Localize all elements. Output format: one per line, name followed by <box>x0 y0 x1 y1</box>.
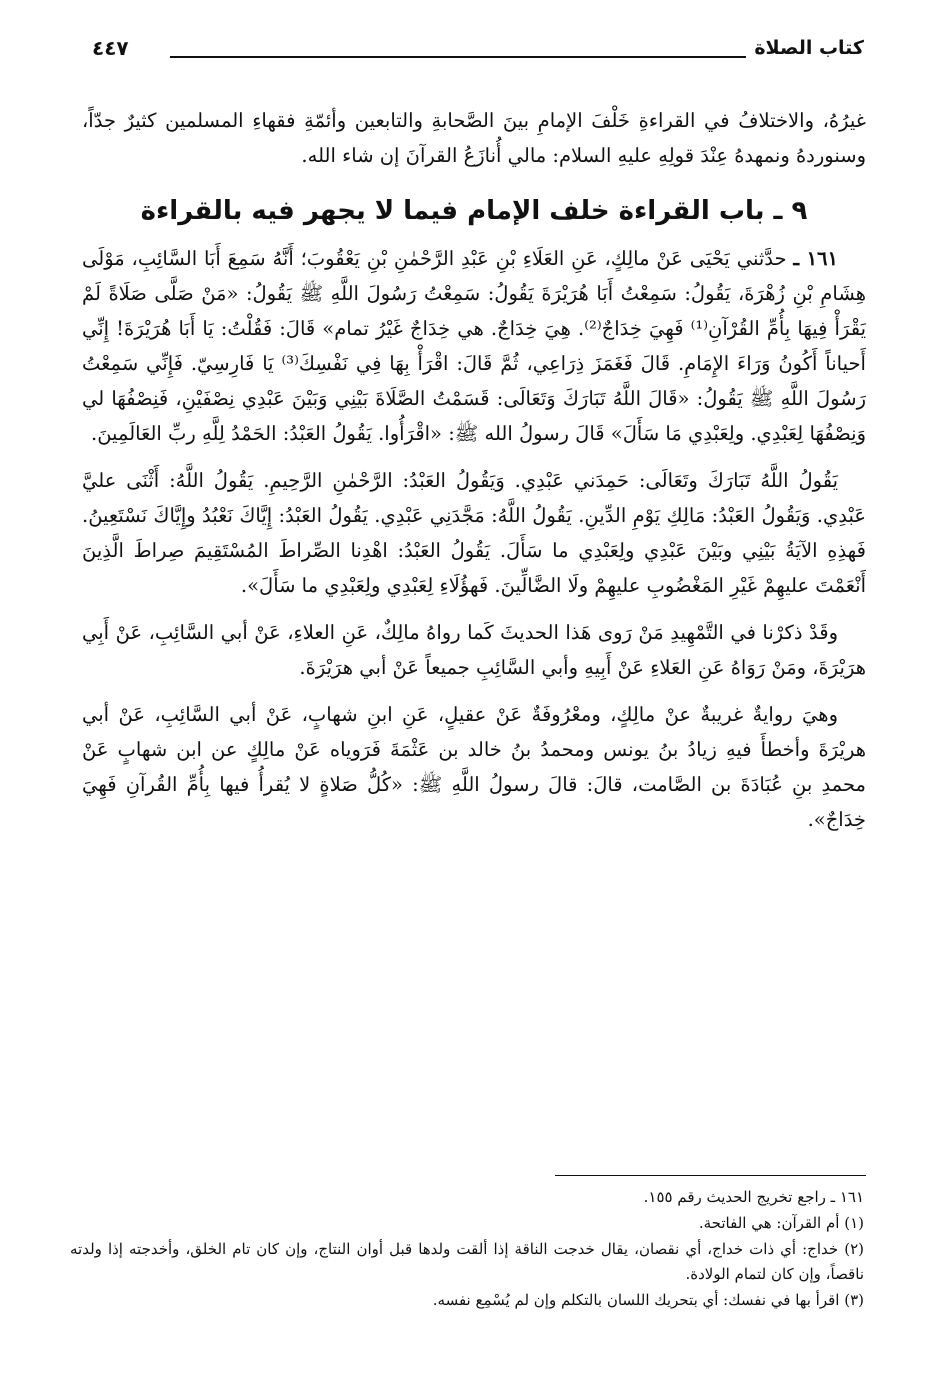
footnote: ١٦١ ـ راجع تخريج الحديث رقم ١٥٥. <box>643 1188 864 1206</box>
hadith-paragraph <box>82 241 866 451</box>
footnotes <box>70 1185 864 1314</box>
book-title: كتاب الصلاة <box>754 37 864 59</box>
running-header <box>92 34 864 64</box>
chapter-heading: ٩ ـ باب القراءة خلف الإمام فيما لا يجهر فيه بالقراءة <box>140 196 808 226</box>
footnote: (٢) خداج: أي ذات خداج، أي نقصان، يقال خدجت الناقة إذا ألقت ولدها قبل أوان النتاج، وإن كان تام الخلق، وأخدجته إذا ولدته ناقصاً، وإن كان لتمام الولادة. <box>70 1240 864 1283</box>
main-text <box>82 103 866 837</box>
footnote: (١) أم القرآن: هي الفاتحة. <box>698 1214 864 1232</box>
header-rule <box>170 56 746 58</box>
commentary-paragraph: وقَدْ ذكرْنا في التَّمْهِيدِ مَنْ رَوى هَذا الحديثَ كَما رواهُ مالِكٌ، عَنِ العلاءِ، عَنْ أبي السَّائِبِ، عَنْ أَبِي هرَيْرَةَ، ومَنْ رَوَاهُ عَنِ العَلاءِ عَنْ أَبِيهِ وأبي السَّائِبِ جميعاً عَنْ أبي هرَيْرَةَ. <box>82 621 866 679</box>
intro-paragraph: غيرُهُ، والاختلافُ في القراءةِ خَلْفَ الإمامِ بينَ الصَّحابةِ والتابعين وأئمّةِ فقهاءِ المسلمين كثيرٌ جدّاً، وسنوردهُ ونمهدهُ عِنْدَ قولِهِ عليهِ السلام: مالي أُنازَعُ القرآنَ إن شاء الله. <box>82 109 866 167</box>
hadith-number: ١٦١ ـ <box>793 247 838 270</box>
commentary-paragraph: وهيَ روايةٌ غريبةٌ عنْ مالِكٍ، ومعْرُوفَةٌ عَنْ عقيلٍ، عَنِ ابنِ شهابٍ، عَنْ أبي السَّائِبِ، عَنْ أبي هريْرَةَ وأخطأَ فيهِ زيادُ بنُ يونس ومحمدُ بنُ خالد بن عَثْمَةَ فَرَوياه عَنْ مالِكٍ عن ابن شهابٍ عَنْ محمدِ بنِ عُبَادَةَ بن الصَّامت، قالَ: قالَ رسولُ اللَّهِ ﷺ: «كُلُّ صَلاةٍ لا يُقرأُ فيها بِأُمِّ القُرآنِ فَهِيَ خِدَاجٌ». <box>82 703 866 831</box>
footnote-rule <box>555 1175 866 1176</box>
footnote: (٣) اقرأ بها في نفسك: أي بتحريك اللسان بالتكلم وإن لم يُسْمِع نفسه. <box>432 1291 864 1309</box>
hadith-continuation: يَقُولُ اللَّهُ تَبَارَكَ وتَعَالَى: حَمِدَني عَبْدِي. وَيَقُولُ العَبْدُ: الرَّحْمٰنِ الرَّحِيمِ. يَقُولُ اللَّهُ: أَثْنَى عليَّ عَبْدِي. وَيَقُولُ العَبْدُ: مَالِكِ يَوْمِ الدِّينِ. يَقُولُ اللَّهُ: مَجَّدَنِي عَبْدِي. يَقُولُ العَبْدُ: إِيَّاكَ نَعْبُدُ وإِيَّاكَ نَسْتَعِينُ. فَهذِهِ الآيَةُ بَيْنِي وبَيْنَ عَبْدِي ولِعَبْدِي ما سَأَلَ. يَقُولُ العَبْدُ: اهْدِنا الصِّراطَ المُسْتَقِيمَ صِراطَ الَّذِينَ أَنْعَمْتَ عليهِمْ غَيْرِ المَغْضُوبِ عليهِمْ ولَا الضَّالِّينَ. فَهؤُلَاءِ لِعَبْدِي ولِعَبْدِي ما سَأَلَ». <box>82 469 866 597</box>
hadith-text: حدَّثني يَحْيَى عَنْ مالِكٍ، عَنِ العَلَاءِ بْنِ عَبْدِ الرَّحْمٰنِ بْنِ يَعْقُوبَ؛ أَنَّهُ سَمِعَ أَبَا السَّائِبِ، مَوْلَى هِشَامِ بْنِ زُهْرَةَ، يَقُولُ: سَمِعْتُ أَبَا هُرَيْرَةَ يَقُولُ: سَمِعْتُ رَسُولَ اللَّهِ ﷺ يَقُولُ: «مَنْ صَلَّى صَلَاةً لَمْ يَقْرَأْ فِيهَا بِأُمِّ القُرْآنِ⁽¹⁾ فَهِيَ خِدَاجٌ⁽²⁾. هِيَ خِدَاجٌ. هي خِدَاجٌ غَيْرُ تمام» قَالَ: فَقُلْتُ: يَا أَبَا هُرَيْرَةَ! إِنِّي أَحياناً أَكُونُ وَرَاءَ الإِمَامِ. قَالَ فَغَمَزَ ذِرَاعِي، ثُمَّ قَالَ: اقْرَأْ بِهَا فِي نَفْسِكَ⁽³⁾ يَا فَارِسِيّ. فَإِنِّي سَمِعْتُ رَسُولَ اللَّهِ ﷺ يَقُولُ: «قَالَ اللَّهُ تَبَارَكَ وَتَعَالَى: قَسَمْتُ الصَّلَاةَ بَيْنِي وَبَيْنَ عَبْدِي نِصْفَيْنِ، فَنِصْفُهَا لي وَنِصْفُهَا لِعَبْدِي. ولِعَبْدِي مَا سَأَلَ» قَالَ رسولُ الله ﷺ: «اقْرَأُوا. يَقُولُ العَبْدُ: الحَمْدُ لِلَّهِ ربِّ العَالَمِينَ. <box>82 247 866 445</box>
page-number: ٤٤٧ <box>92 36 129 60</box>
